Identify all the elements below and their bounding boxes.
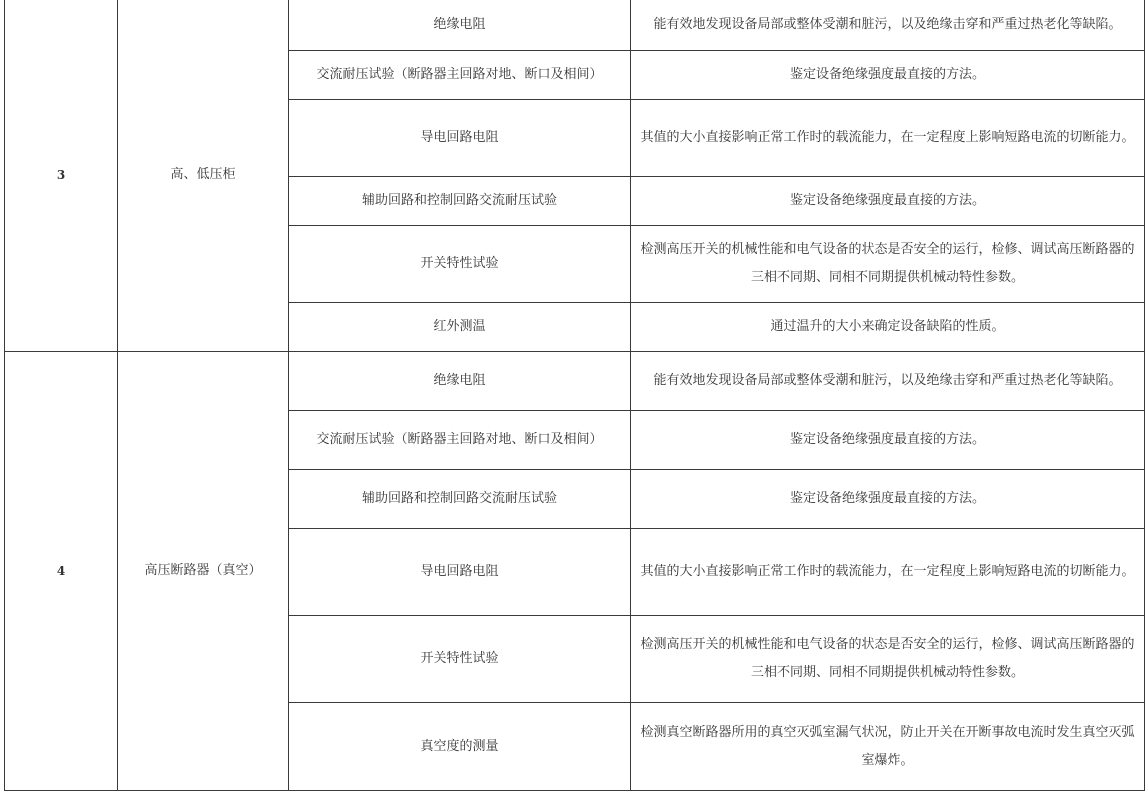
test-purpose: 鉴定设备绝缘强度最直接的方法。 — [631, 411, 1145, 470]
equipment-name: 高压断路器（真空） — [118, 352, 289, 791]
test-item: 交流耐压试验（断路器主回路对地、断口及相间） — [289, 51, 631, 100]
test-item: 交流耐压试验（断路器主回路对地、断口及相间） — [289, 411, 631, 470]
test-item: 辅助回路和控制回路交流耐压试验 — [289, 470, 631, 529]
equipment-name: 高、低压柜 — [118, 0, 289, 352]
test-purpose: 其值的大小直接影响正常工作时的载流能力，在一定程度上影响短路电流的切断能力。 — [631, 529, 1145, 616]
test-purpose: 其值的大小直接影响正常工作时的载流能力，在一定程度上影响短路电流的切断能力。 — [631, 100, 1145, 177]
test-item: 真空度的测量 — [289, 703, 631, 791]
test-purpose: 检测真空断路器所用的真空灭弧室漏气状况，防止开关在开断事故电流时发生真空灭弧室爆炸。 — [631, 703, 1145, 791]
row-index: 3 — [5, 0, 118, 352]
test-purpose: 检测高压开关的机械性能和电气设备的状态是否安全的运行，检修、调试高压断路器的三相不同期、同相不同期提供机械动特性参数。 — [631, 616, 1145, 703]
test-item: 辅助回路和控制回路交流耐压试验 — [289, 177, 631, 226]
test-item: 导电回路电阻 — [289, 100, 631, 177]
row-index: 4 — [5, 352, 118, 791]
test-purpose: 能有效地发现设备局部或整体受潮和脏污，以及绝缘击穿和严重过热老化等缺陷。 — [631, 0, 1145, 51]
test-purpose: 能有效地发现设备局部或整体受潮和脏污，以及绝缘击穿和严重过热老化等缺陷。 — [631, 352, 1145, 411]
table-row — [5, 352, 1145, 411]
test-purpose: 鉴定设备绝缘强度最直接的方法。 — [631, 177, 1145, 226]
test-item: 红外测温 — [289, 303, 631, 352]
test-item: 开关特性试验 — [289, 226, 631, 303]
test-purpose: 鉴定设备绝缘强度最直接的方法。 — [631, 51, 1145, 100]
test-purpose: 检测高压开关的机械性能和电气设备的状态是否安全的运行，检修、调试高压断路器的三相不同期、同相不同期提供机械动特性参数。 — [631, 226, 1145, 303]
table-row — [5, 0, 1145, 51]
test-item: 绝缘电阻 — [289, 352, 631, 411]
test-item: 开关特性试验 — [289, 616, 631, 703]
test-purpose: 通过温升的大小来确定设备缺陷的性质。 — [631, 303, 1145, 352]
test-purpose: 鉴定设备绝缘强度最直接的方法。 — [631, 470, 1145, 529]
test-items-table — [4, 0, 1145, 791]
test-item: 导电回路电阻 — [289, 529, 631, 616]
test-item: 绝缘电阻 — [289, 0, 631, 51]
